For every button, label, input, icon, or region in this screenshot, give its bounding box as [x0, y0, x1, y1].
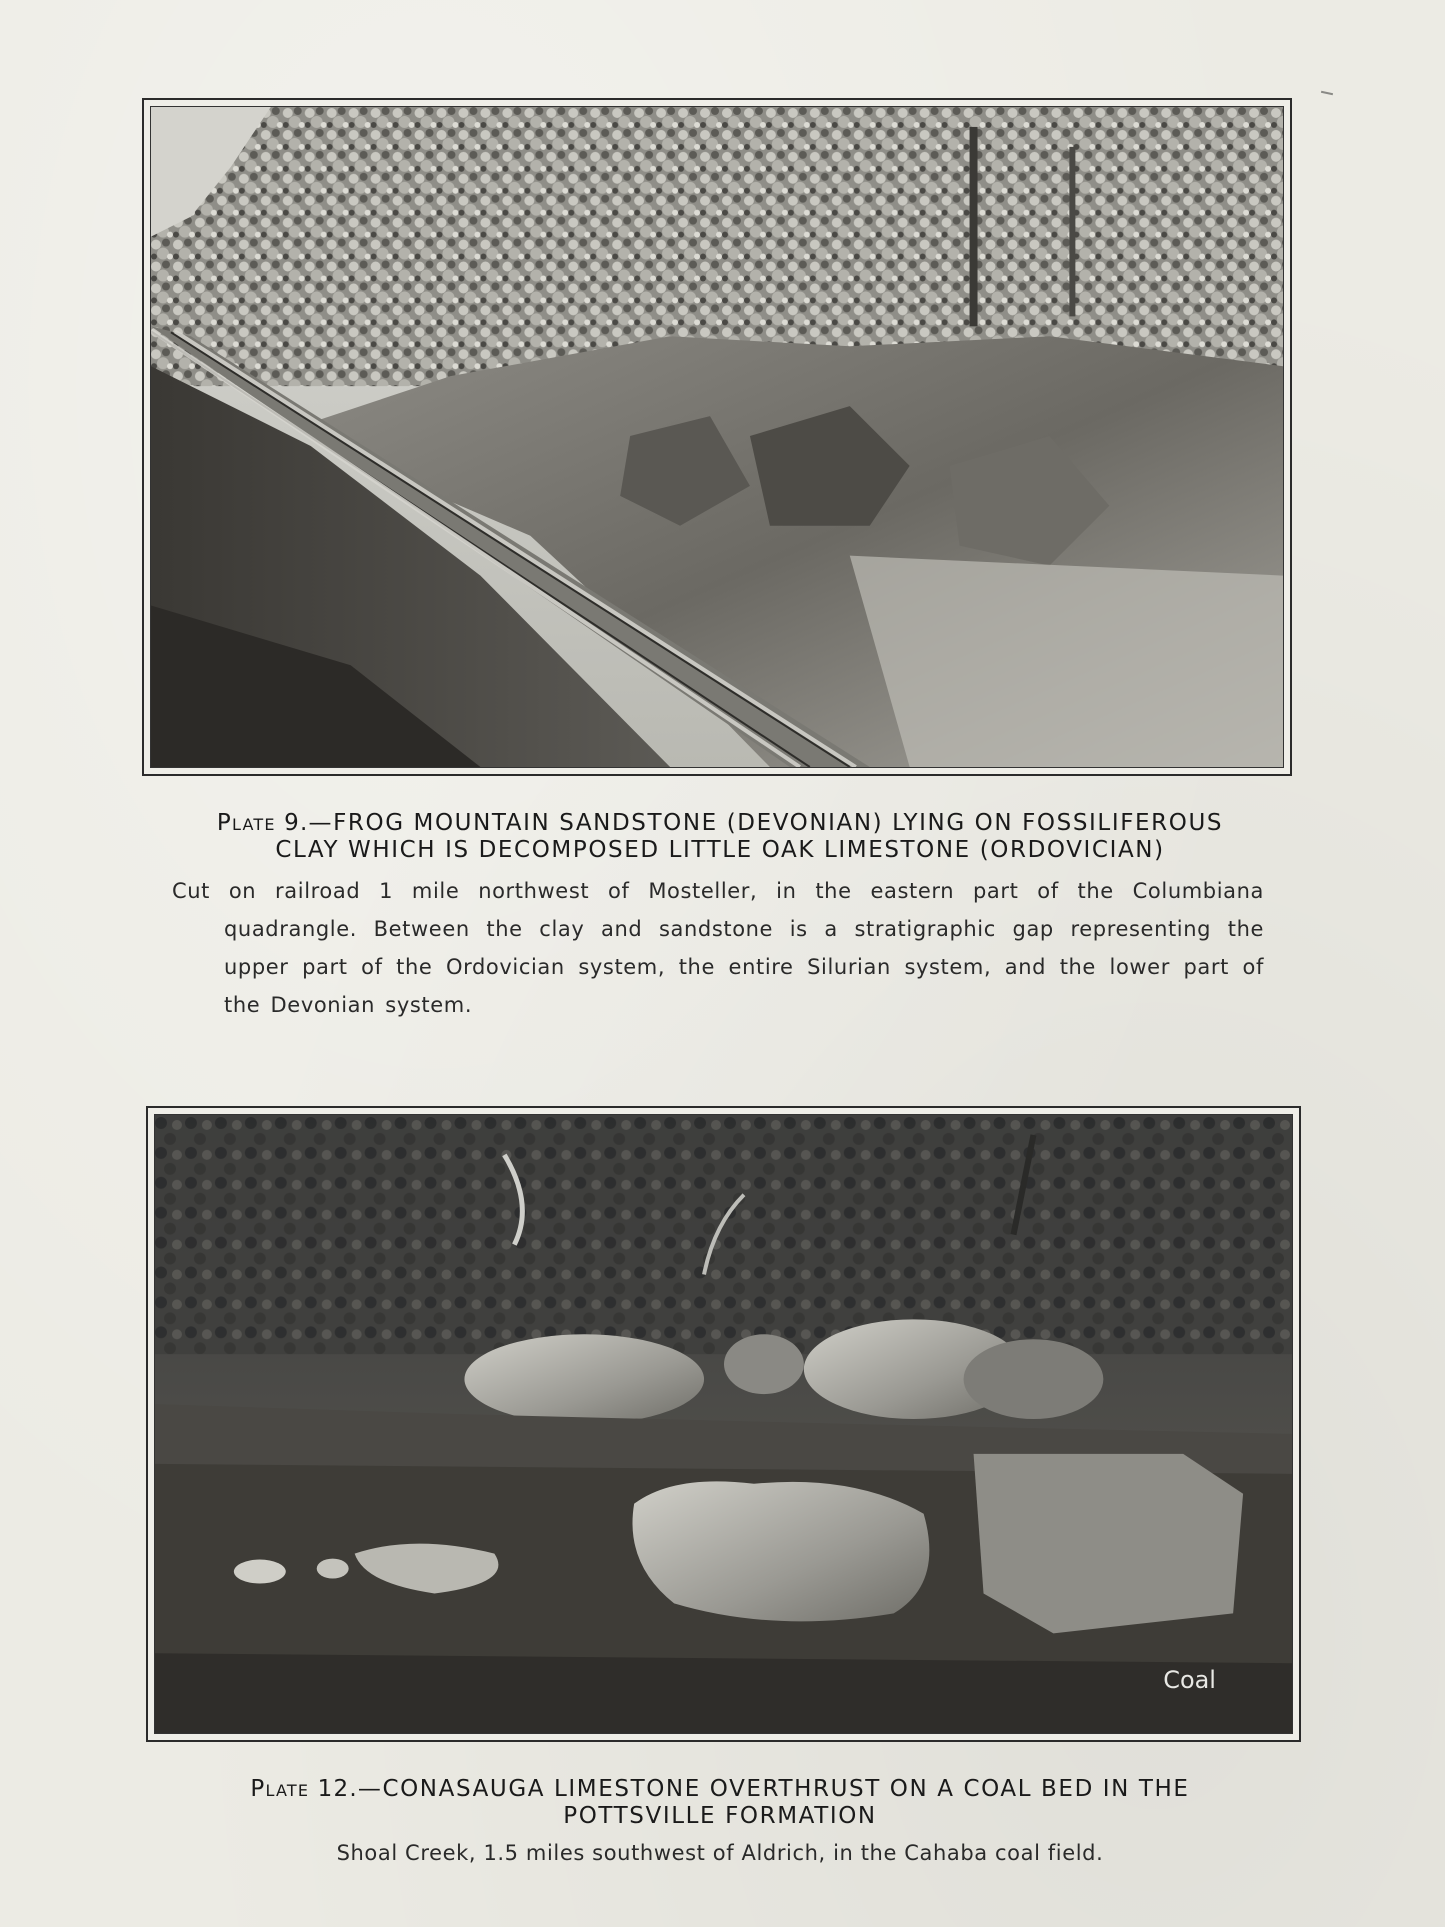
plate-9-title	[150, 810, 1290, 864]
plate-9-title-line-2: CLAY WHICH IS DECOMPOSED LITTLE OAK LIMESTONE (ORDOVICIAN)	[275, 837, 1165, 863]
plate-12-title-line-1: —CONASAUGA LIMESTONE OVERTHRUST ON A COAL BED IN THE	[357, 1776, 1190, 1802]
plate-12-number: Plate 12.	[250, 1776, 358, 1802]
plate-9-number: Plate 9.	[216, 810, 309, 836]
plate-9-photo-frame	[142, 98, 1292, 776]
plate-12-title-line-2: POTTSVILLE FORMATION	[563, 1803, 877, 1829]
plate-12-photograph	[154, 1114, 1293, 1734]
plate-12-title	[150, 1776, 1290, 1830]
plate-9-title-line-1: —FROG MOUNTAIN SANDSTONE (DEVONIAN) LYING ON FOSSILIFEROUS	[308, 810, 1224, 836]
plate-12-photo-frame	[146, 1106, 1301, 1742]
plate-9-photograph	[150, 106, 1284, 768]
coal-label: Coal	[1163, 1666, 1216, 1695]
plate-9-description: Cut on railroad 1 mile northwest of Mosteller, in the eastern part of the Columbiana quadrangle. Between the clay and sandstone is a stratigraphic gap representing the upper part of the Ordovician system, the entire Silurian system, and the lower part of the Devonian system.	[172, 879, 1264, 1017]
plate-12-description: Shoal Creek, 1.5 miles southwest of Aldrich, in the Cahaba coal field.	[336, 1841, 1104, 1865]
page-speck	[1321, 91, 1333, 95]
